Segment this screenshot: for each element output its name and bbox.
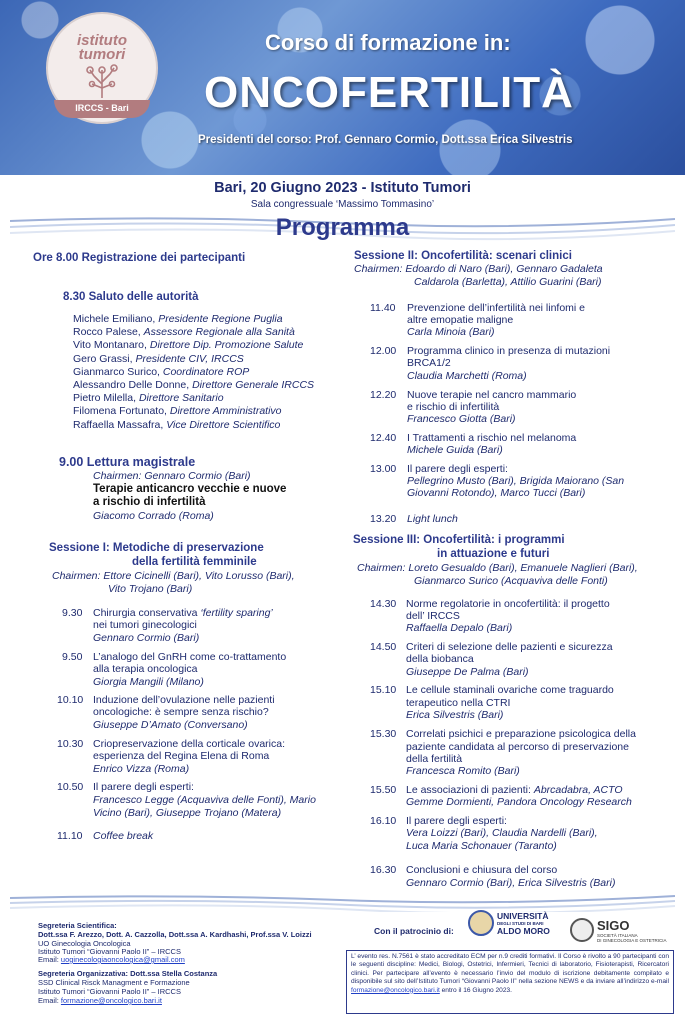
logo-band: IRCCS - Bari xyxy=(54,100,150,118)
authority-name: Michele Emiliano, xyxy=(73,313,159,325)
talk-1630-line1: Conclusioni e chiusura del corso xyxy=(406,864,558,876)
authority-role: Presidente Regione Puglia xyxy=(158,313,283,325)
session3-title-line1: Sessione III: Oncofertilità: i programmi xyxy=(353,534,565,546)
talk-1050-line1: Il parere degli esperti: xyxy=(93,781,194,793)
talk-1610-line1: Il parere degli esperti: xyxy=(406,815,507,827)
talk-1450-line2: della biobanca xyxy=(406,653,474,665)
time-1050: 10.50 xyxy=(57,781,84,793)
ecm-text: L’ evento res. N.7561 è stato accreditato ECM per n.9 crediti formativi. Il Corso è rivolto a 90 partecipanti con le seguenti discipline: Medici, Biologi, Ostetrici, Infermieri, Tecnici di laboratorio, Fisioterapisti, Ricercatori clinici. Per partecipare all’evento è necessario l’invio del modulo di iscrizione debitamente compilato e disponibile sul sito dell’Istituto Tumori “Giovanni Paolo II” nella sezione NEWS e da inviare all’indirizzo e-mail xyxy=(351,953,669,986)
talk-950-speaker: Giorgia Mangili (Milano) xyxy=(93,676,204,688)
talk-930-speaker: Gennaro Cormio (Bari) xyxy=(93,632,200,644)
talk-1450-speaker: Giuseppe De Palma (Bari) xyxy=(406,666,529,678)
talk-1300-line1: Il parere degli esperti: xyxy=(407,463,508,475)
session3-title-line2: in attuazione e futuri xyxy=(437,548,550,560)
talk-1220-line2: e rischio di infertilità xyxy=(407,401,500,413)
authority-row xyxy=(73,405,282,418)
talk-1240-speaker: Michele Guida (Bari) xyxy=(407,444,503,456)
tree-icon xyxy=(82,64,122,98)
light-lunch: Light lunch xyxy=(407,513,458,525)
program-title: Programma xyxy=(275,214,410,241)
talk-1140-line2: altre emopatie maligne xyxy=(407,314,514,326)
session2-title: Sessione II: Oncofertilità: scenari clinici xyxy=(354,250,572,262)
time-1140: 11.40 xyxy=(370,302,396,314)
talk-1010-speaker: Giuseppe D’Amato (Conversano) xyxy=(93,719,248,731)
authority-role: Coordinatore ROP xyxy=(162,365,250,378)
ecm-email-link[interactable]: formazione@oncologico.bari.it xyxy=(351,986,440,994)
talk-1530-line1: Correlati psichici e preparazione psicologica della xyxy=(406,728,636,740)
talk-1430-line2: dell’ IRCCS xyxy=(406,610,460,622)
talk-1630-speakers: Gennaro Cormio (Bari), Erica Silvestris (Bari) xyxy=(406,877,616,889)
talk-1300-speakers-line1: Pellegrino Musto (Bari), Brigida Maiorano (San xyxy=(407,475,625,487)
talk-950-line1: L’analogo del GnRH come co-trattamento xyxy=(93,651,287,663)
keynote-speaker: Giacomo Corrado (Roma) xyxy=(93,510,214,522)
talk-1140-speaker: Carla Minoia (Bari) xyxy=(407,326,495,338)
scientific-unit: UO Ginecologia Oncologica xyxy=(38,939,131,948)
talk-1030-speaker: Enrico Vizza (Roma) xyxy=(93,763,190,775)
sigo-logo: SIGO SOCIETÀ ITALIANA DI GINECOLOGIA E OSTETRICIA xyxy=(570,918,675,948)
authority-role: Direttore Dip. Promozione Salute xyxy=(149,339,304,352)
patronage-label: Con il patrocinio di: xyxy=(374,926,454,936)
ecm-accreditation-box xyxy=(346,950,674,1014)
talk-1510-line2: terapeutico nella CTRI xyxy=(406,697,511,709)
logo-name-line1: istituto xyxy=(77,32,127,49)
university-seal-icon xyxy=(468,910,494,936)
authority-role: Direttore Sanitario xyxy=(138,392,224,405)
talk-1010-line1: Induzione dell’ovulazione nelle pazienti xyxy=(93,694,275,706)
session1-title-line1: Sessione I: Metodiche di preservazione xyxy=(49,542,264,554)
talk-1430-line1: Norme regolatorie in oncofertilità: il progetto xyxy=(406,598,610,610)
greetings-line: 8.30 Saluto delle autorità xyxy=(63,291,199,303)
organizing-unit: SSD Clinical Risck Managment e Formazione xyxy=(38,978,190,987)
talk-1050-speakers-line1: Francesco Legge (Acquaviva delle Fonti), Mario xyxy=(93,794,316,806)
authority-name: Vito Montanaro, xyxy=(73,339,150,352)
authority-name: Gianmarco Surico, xyxy=(73,365,163,378)
time-1220: 12.20 xyxy=(370,389,397,401)
talk-1200-speaker: Claudia Marchetti (Roma) xyxy=(407,370,527,382)
talk-1240-line1: I Trattamenti a rischio nel melanoma xyxy=(407,432,577,444)
talk-1220-speaker: Francesco Giotta (Bari) xyxy=(407,413,516,425)
authority-role: Presidente CIV, IRCCS xyxy=(135,352,244,365)
talk-1220-line1: Nuove terapie nel cancro mammario xyxy=(407,389,577,401)
event-hall: Sala congressuale ‘Massimo Tommasino’ xyxy=(250,199,435,210)
header-banner xyxy=(0,0,685,175)
time-1320: 13.20 xyxy=(370,513,397,525)
talk-1550-line1: Le associazioni di pazienti: Abrcadabra, ACTO xyxy=(406,784,623,796)
time-930: 9.30 xyxy=(62,607,83,619)
authority-role: Direttore Generale IRCCS xyxy=(192,379,315,391)
talk-1530-line3: della fertilità xyxy=(406,753,463,765)
talk-1530-line2: paziente candidata al percorso di preservazione xyxy=(406,741,629,753)
session2-chair-line1: Chairmen: Edoardo di Naro (Bari), Gennaro Gadaleta xyxy=(354,263,603,275)
time-1630: 16.30 xyxy=(370,864,397,876)
authority-name: Filomena Fortunato, xyxy=(73,405,170,418)
scientific-secretariat-names: Dott.ssa F. Arezzo, Dott. A. Cazzolla, Dott.ssa A. Kardhashi, Prof.ssa V. Loizzi xyxy=(38,930,312,939)
talk-1450-line1: Criteri di selezione delle pazienti e sicurezza xyxy=(406,641,613,653)
talk-1030-line2: esperienza del Regina Elena di Roma xyxy=(93,750,270,762)
talk-930-line1: Chirurgia conservativa ‘fertility sparing’ xyxy=(93,607,273,619)
session1-title-line2: della fertilità femminile xyxy=(132,556,257,568)
keynote-heading: 9.00 Lettura magistrale xyxy=(59,455,196,469)
course-title: ONCOFERTILITÀ xyxy=(204,68,574,117)
keynote-title-line2: a rischio di infertilità xyxy=(93,496,206,508)
authority-row xyxy=(73,313,283,326)
authority-role: Vice Direttore Scientifico xyxy=(166,418,281,431)
authority-row xyxy=(73,392,224,405)
authority-row xyxy=(73,353,244,366)
time-1030: 10.30 xyxy=(57,738,84,750)
session1-chair-line1: Chairmen: Ettore Cicinelli (Bari), Vito Lorusso (Bari), xyxy=(52,570,295,582)
time-1550: 15.50 xyxy=(370,784,397,796)
authority-row xyxy=(73,379,314,392)
authority-name: Rocco Palese, xyxy=(73,326,144,339)
keynote-chair: Chairmen: Gennaro Cormio (Bari) xyxy=(93,470,251,482)
coffee-break: Coffee break xyxy=(93,830,154,842)
authority-name: Raffaella Massafra, xyxy=(73,418,167,431)
authority-name: Gero Grassi, xyxy=(73,352,136,365)
organizing-secretariat-label: Segreteria Organizzativa: Dott.ssa Stella Costanza xyxy=(38,969,218,978)
time-1010: 10.10 xyxy=(57,694,84,706)
authority-row xyxy=(73,339,303,352)
authority-name: Alessandro Delle Donne, xyxy=(73,379,193,391)
authority-name: Pietro Milella, xyxy=(73,392,139,405)
scientific-secretariat-label: Segreteria Scientifica: xyxy=(38,921,117,930)
talk-1300-speakers-line2: Giovanni Rotondo), Marco Tucci (Bari) xyxy=(407,487,586,499)
decorative-wave-bottom xyxy=(10,892,675,912)
ecm-tail: entro il 16 Giugno 2023. xyxy=(439,986,513,994)
scientific-institute: Istituto Tumori “Giovanni Paolo II” – IRCCS xyxy=(38,947,181,956)
authority-role: Direttore Amministrativo xyxy=(169,405,282,418)
organizing-email-link[interactable]: formazione@oncologico.bari.it xyxy=(60,996,162,1005)
course-presidents: Presidenti del corso: Prof. Gennaro Cormio, Dott.ssa Erica Silvestris xyxy=(198,134,573,146)
keynote-title-line1: Terapie anticancro vecchie e nuove xyxy=(93,483,287,495)
talk-930-line2: nei tumori ginecologici xyxy=(93,619,197,631)
course-subtitle: Corso di formazione in: xyxy=(265,30,511,55)
time-1530: 15.30 xyxy=(370,728,397,740)
session3-chair-line2: Gianmarco Surico (Acquaviva delle Fonti) xyxy=(414,575,608,587)
time-1300: 13.00 xyxy=(370,463,397,475)
talk-1530-speaker: Francesca Romito (Bari) xyxy=(406,765,520,777)
authority-row xyxy=(73,366,249,379)
time-950: 9.50 xyxy=(62,651,83,663)
session3-chair-line1: Chairmen: Loreto Gesualdo (Bari), Emanuele Naglieri (Bari), xyxy=(357,562,638,574)
university-bari-logo: UNIVERSITÀ DEGLI STUDI DI BARI ALDO MORO xyxy=(468,910,548,940)
time-1450: 14.50 xyxy=(370,641,397,653)
talk-1200-line2: BRCA1/2 xyxy=(407,357,451,369)
talk-1610-speakers-line2: Luca Maria Schonauer (Taranto) xyxy=(406,840,557,852)
time-1610: 16.10 xyxy=(370,815,397,827)
talk-1010-line2: oncologiche: è sempre senza rischio? xyxy=(93,706,269,718)
talk-1430-speaker: Raffaella Depalo (Bari) xyxy=(406,622,513,634)
talk-1140-line1: Prevenzione dell’infertilità nei linfomi e xyxy=(407,302,586,314)
talk-1510-speaker: Erica Silvestris (Bari) xyxy=(406,709,504,721)
organizing-institute: Istituto Tumori “Giovanni Paolo II” – IRCCS xyxy=(38,987,181,996)
authority-row xyxy=(73,419,280,432)
talk-1050-speakers-line2: Vicino (Bari), Giuseppe Trojano (Matera) xyxy=(93,807,282,819)
talk-1550-line2: Gemme Dormienti, Pandora Oncology Research xyxy=(406,796,632,808)
talk-1200-line1: Programma clinico in presenza di mutazioni xyxy=(407,345,611,357)
talk-1030-line1: Criopreservazione della corticale ovarica: xyxy=(93,738,286,750)
talk-1510-line1: Le cellule staminali ovariche come traguardo xyxy=(406,684,614,696)
organizing-email-line: Email: formazione@oncologico.bari.it xyxy=(38,996,162,1005)
time-1110: 11.10 xyxy=(57,830,83,842)
time-1430: 14.30 xyxy=(370,598,397,610)
session1-chair-line2: Vito Trojano (Bari) xyxy=(108,583,193,595)
event-date-place: Bari, 20 Giugno 2023 - Istituto Tumori xyxy=(214,180,471,196)
time-1510: 15.10 xyxy=(370,684,397,696)
scientific-email-line: Email: uoginecologiaoncologica@gmail.com xyxy=(38,955,185,964)
talk-1610-speakers-line1: Vera Loizzi (Bari), Claudia Nardelli (Bari), xyxy=(406,827,598,839)
registration-line: Ore 8.00 Registrazione dei partecipanti xyxy=(33,252,246,264)
authority-role: Assessore Regionale alla Sanità xyxy=(143,326,295,339)
sigo-seal-icon xyxy=(570,918,594,942)
time-1240: 12.40 xyxy=(370,432,397,444)
talk-950-line2: alla terapia oncologica xyxy=(93,663,198,675)
istituto-tumori-logo xyxy=(46,12,158,124)
scientific-email-link[interactable]: uoginecologiaoncologica@gmail.com xyxy=(60,955,185,964)
logo-name-line2: tumori xyxy=(78,46,126,63)
authority-row xyxy=(73,326,295,339)
session2-chair-line2: Caldarola (Barletta), Attilio Guarini (Bari) xyxy=(414,276,602,288)
time-1200: 12.00 xyxy=(370,345,397,357)
